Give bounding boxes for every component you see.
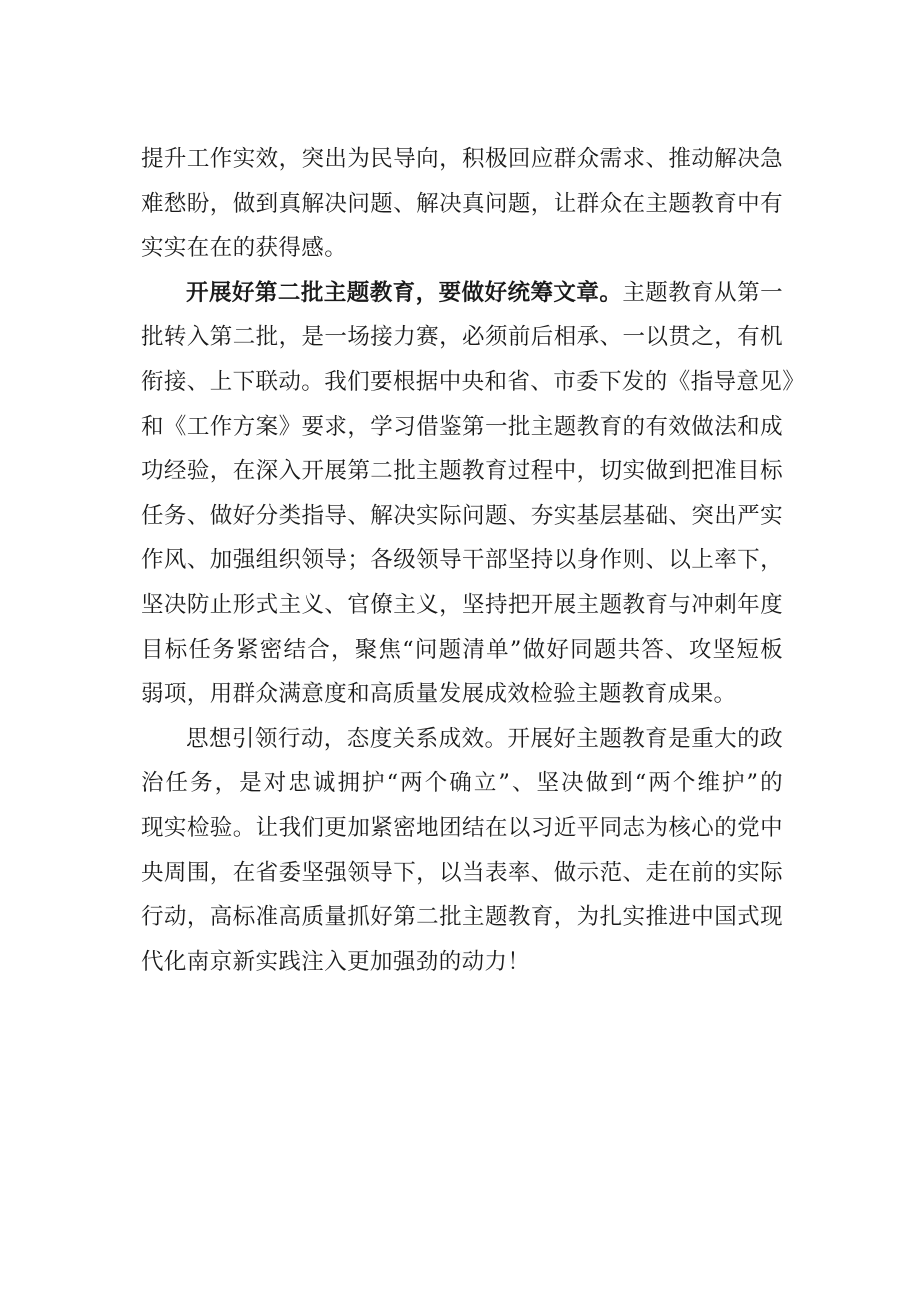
- paragraph-first-line: 思想引领行动，态度关系成效。开展好主题教育是重大的政: [186, 725, 783, 752]
- paragraph-line: 衔接、上下联动。我们要根据中央和省、市委下发的《指导意见》: [141, 368, 806, 395]
- paragraph-1: [141, 137, 783, 271]
- paragraph-line: 实实在在的获得感。: [141, 235, 348, 262]
- paragraph-line: 代化南京新实践注入更加强劲的动力！: [141, 948, 531, 975]
- paragraph-line: 现实检验。让我们更加紧密地团结在以习近平同志为核心的党中: [141, 814, 783, 841]
- paragraph-line: 治任务，是对忠诚拥护“两个确立”、坚决做到“两个维护”的: [141, 770, 783, 797]
- paragraph-3: [141, 717, 783, 985]
- paragraph-line: 任务、做好分类指导、解决实际问题、夯实基层基础、突出严实: [141, 502, 783, 529]
- paragraph-line: 和《工作方案》要求，学习借鉴第一批主题教育的有效做法和成: [141, 413, 783, 440]
- paragraph-line: 坚决防止形式主义、官僚主义，坚持把开展主题教育与冲刺年度: [141, 591, 783, 618]
- paragraph-first-line-text: 主题教育从第一: [622, 279, 783, 306]
- paragraph-line: 弱项，用群众满意度和高质量发展成效检验主题教育成果。: [141, 681, 737, 708]
- paragraph-line: 难愁盼，做到真解决问题、解决真问题，让群众在主题教育中有: [141, 190, 783, 217]
- paragraph-line: 央周围，在省委坚强领导下，以当表率、做示范、走在前的实际: [141, 859, 783, 886]
- paragraph-line: 目标任务紧密结合，聚焦“问题清单”做好同题共答、攻坚短板: [141, 636, 783, 663]
- paragraph-line: 批转入第二批，是一场接力赛，必须前后相承、一以贯之，有机: [141, 324, 783, 351]
- document-body: [141, 137, 806, 984]
- paragraph-lead-heading: 开展好第二批主题教育，要做好统筹文章。: [186, 279, 623, 306]
- paragraph-2: [141, 271, 806, 717]
- paragraph-line: 作风、加强组织领导；各级领导干部坚持以身作则、以上率下，: [141, 547, 783, 574]
- paragraph-line: 提升工作实效，突出为民导向，积极回应群众需求、推动解决急: [141, 146, 783, 172]
- paragraph-first-line: [141, 271, 783, 316]
- paragraph-line: 行动，高标准高质量抓好第二批主题教育，为扎实推进中国式现: [141, 904, 783, 931]
- paragraph-line: 功经验，在深入开展第二批主题教育过程中，切实做到把准目标: [141, 458, 783, 485]
